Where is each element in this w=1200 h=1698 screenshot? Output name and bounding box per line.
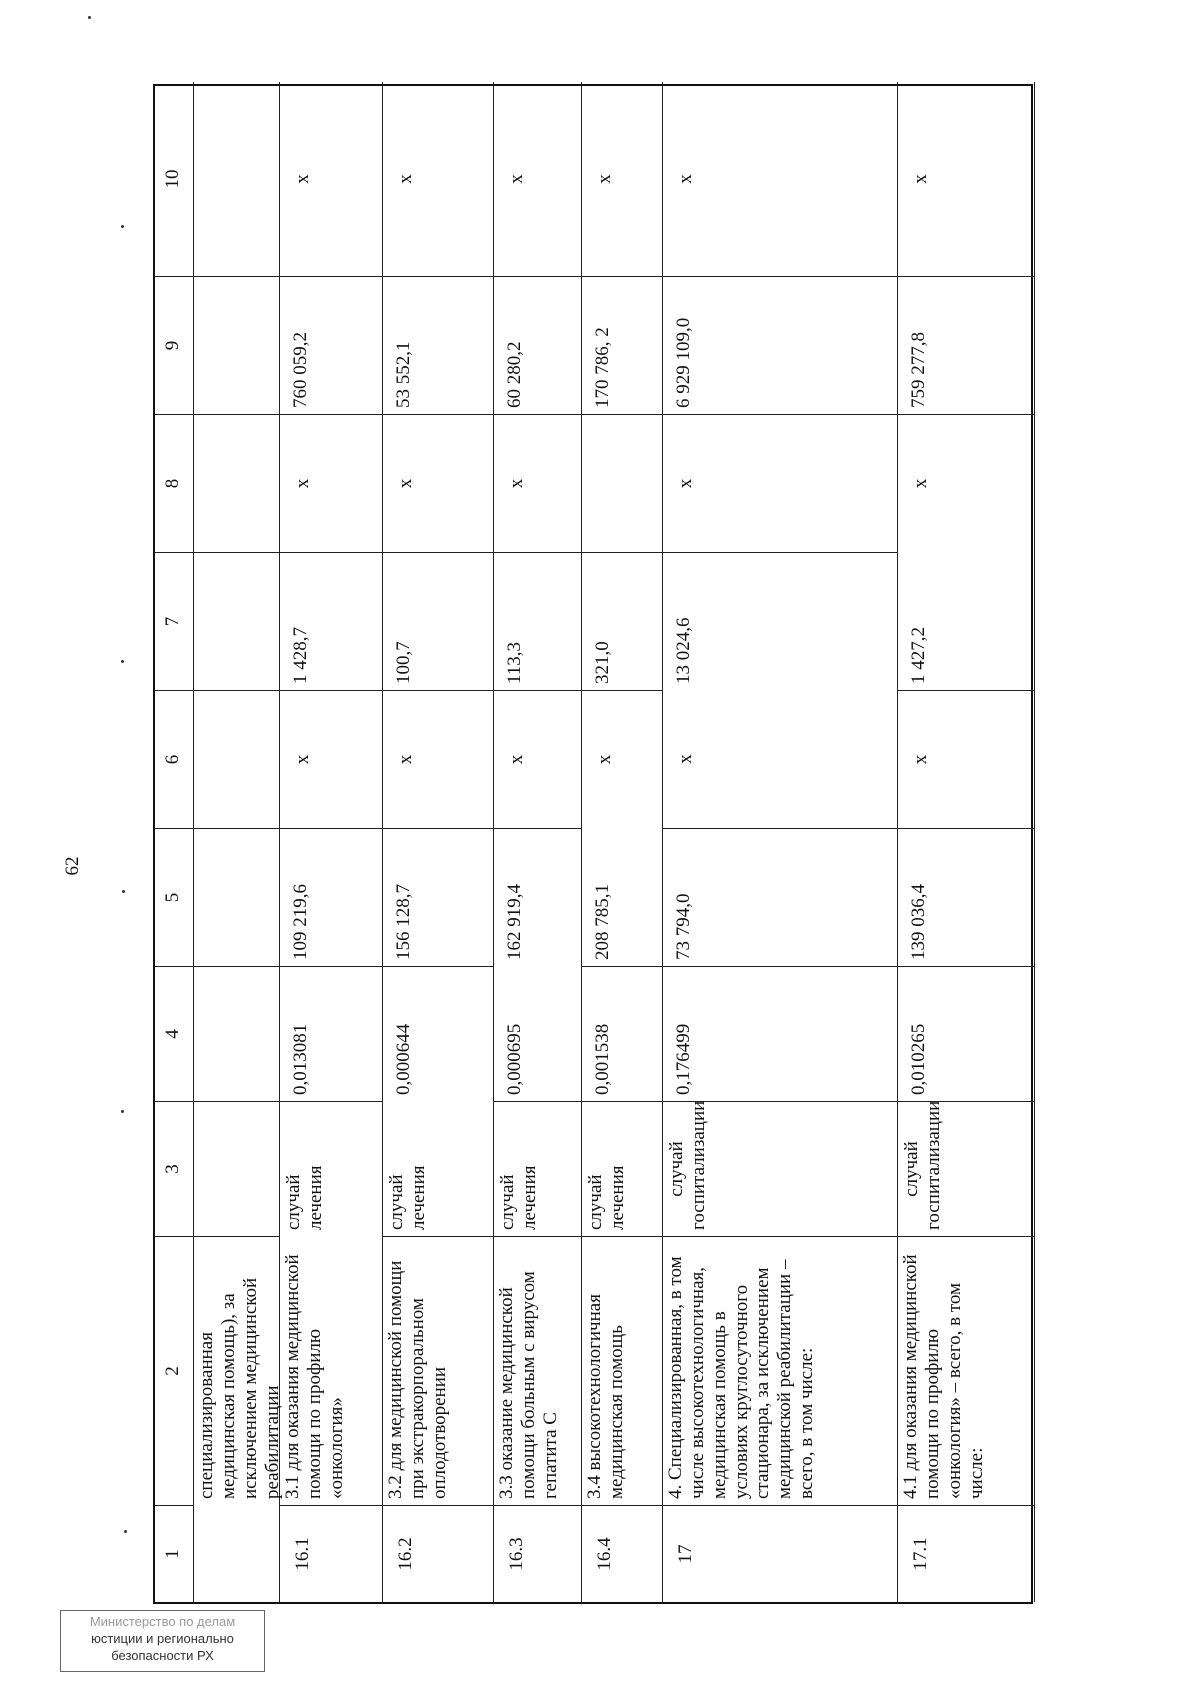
header-cell-5: 5 xyxy=(155,828,194,966)
value-cell-4: 0,013081 xyxy=(280,966,383,1101)
empty-cell xyxy=(194,966,280,1101)
value-cell-5: 73 794,0 xyxy=(663,828,898,966)
value-cell-7: 100,7 xyxy=(383,552,494,690)
row-name-cell: специализированная медицинская помощь), за исключением медицинской реабилитации xyxy=(194,1236,280,1505)
empty-cell xyxy=(194,828,280,966)
empty-cell xyxy=(194,82,280,276)
unit-cell: случай лечения xyxy=(582,1101,663,1236)
value-cell-4: 0,001538 xyxy=(582,966,663,1101)
value-cell-6: x xyxy=(898,690,1035,828)
value-cell-9: 170 786, 2 xyxy=(582,276,663,414)
unit-cell: случай лечения xyxy=(494,1101,582,1236)
value-cell-8: x xyxy=(494,414,582,552)
value-cell-5: 162 919,4 xyxy=(494,828,582,966)
scan-speck xyxy=(121,1110,124,1113)
header-cell-6: 6 xyxy=(155,690,194,828)
value-cell-10: x xyxy=(494,82,582,276)
stamp-line-1: Министерство по делам xyxy=(89,1614,236,1629)
header-cell-3: 3 xyxy=(155,1101,194,1236)
empty-cell xyxy=(194,1101,280,1236)
value-cell-7: 113,3 xyxy=(494,552,582,690)
value-cell-6: x xyxy=(663,690,898,828)
empty-cell xyxy=(194,276,280,414)
empty-cell xyxy=(194,552,280,690)
empty-cell xyxy=(194,414,280,552)
value-cell-6: x xyxy=(494,690,582,828)
value-cell-6: x xyxy=(582,690,663,828)
data-table xyxy=(153,84,1033,1604)
scan-speck xyxy=(88,16,91,19)
row-name-cell: 3.1 для оказания медицинской помощи по профилю «онкология» xyxy=(280,1236,383,1505)
value-cell-6: x xyxy=(280,690,383,828)
empty-cell xyxy=(194,690,280,828)
stamp-line-3: безопасности РХ xyxy=(111,1648,214,1663)
header-cell-1: 1 xyxy=(155,1505,194,1602)
row-number-cell: 16.3 xyxy=(494,1505,582,1602)
row-name-cell: 4. Специализированная, в том числе высокотехнологичная, медицинская помощь в условиях круглосуточного стационара, за исключением медицинской реабилитации – всего, в том числе: xyxy=(663,1236,898,1505)
row-number-cell: 16.2 xyxy=(383,1505,494,1602)
scan-speck xyxy=(121,225,124,228)
value-cell-8 xyxy=(582,414,663,552)
row-number-cell xyxy=(194,1505,280,1602)
scan-speck xyxy=(124,1530,127,1533)
header-cell-10: 10 xyxy=(155,82,194,276)
value-cell-7: 321,0 xyxy=(582,552,663,690)
unit-cell: случай госпитализации xyxy=(663,1101,898,1236)
unit-cell: случай госпитализации xyxy=(898,1101,1035,1236)
header-cell-7: 7 xyxy=(155,552,194,690)
header-cell-4: 4 xyxy=(155,966,194,1101)
value-cell-7: 1 428,7 xyxy=(280,552,383,690)
value-cell-9: 760 059,2 xyxy=(280,276,383,414)
value-cell-4: 0,000644 xyxy=(383,966,494,1101)
scan-speck xyxy=(122,890,125,893)
value-cell-9: 6 929 109,0 xyxy=(663,276,898,414)
value-cell-9: 60 280,2 xyxy=(494,276,582,414)
value-cell-10: x xyxy=(898,82,1035,276)
value-cell-8: x xyxy=(663,414,898,552)
value-cell-8: x xyxy=(280,414,383,552)
value-cell-10: x xyxy=(582,82,663,276)
stamp-line-2: юстиции и регионально xyxy=(91,1631,234,1646)
row-name-cell: 4.1 для оказания медицинской помощи по профилю «онкология» – всего, в том числе: xyxy=(898,1236,1035,1505)
row-number-cell: 17 xyxy=(663,1505,898,1602)
value-cell-5: 208 785,1 xyxy=(582,828,663,966)
value-cell-4: 0,000695 xyxy=(494,966,582,1101)
unit-cell: случай лечения xyxy=(280,1101,383,1236)
value-cell-5: 156 128,7 xyxy=(383,828,494,966)
value-cell-5: 139 036,4 xyxy=(898,828,1035,966)
scan-speck xyxy=(121,660,124,663)
value-cell-10: x xyxy=(663,82,898,276)
row-number-cell: 16.4 xyxy=(582,1505,663,1602)
value-cell-9: 759 277,8 xyxy=(898,276,1035,414)
row-number-cell: 17.1 xyxy=(898,1505,1035,1602)
row-name-cell: 3.2 для медицинской помощи при экстракорпоральном оплодотворении xyxy=(383,1236,494,1505)
value-cell-5: 109 219,6 xyxy=(280,828,383,966)
page-number: 62 xyxy=(62,856,83,876)
value-cell-7: 13 024,6 xyxy=(663,552,898,690)
value-cell-8: x xyxy=(383,414,494,552)
header-cell-2: 2 xyxy=(155,1236,194,1505)
unit-cell: случай лечения xyxy=(383,1101,494,1236)
row-name-cell: 3.3 оказание медицинской помощи больным с вирусом гепатита С xyxy=(494,1236,582,1505)
header-cell-9: 9 xyxy=(155,276,194,414)
row-number-cell: 16.1 xyxy=(280,1505,383,1602)
value-cell-7: 1 427,2 xyxy=(898,552,1035,690)
row-name-cell: 3.4 высокотехнологичная медицинская помощь xyxy=(582,1236,663,1505)
value-cell-6: x xyxy=(383,690,494,828)
value-cell-4: 0,176499 xyxy=(663,966,898,1101)
value-cell-8: x xyxy=(898,414,1035,552)
value-cell-9: 53 552,1 xyxy=(383,276,494,414)
value-cell-10: x xyxy=(280,82,383,276)
value-cell-10: x xyxy=(383,82,494,276)
header-cell-8: 8 xyxy=(155,414,194,552)
registration-stamp xyxy=(60,1610,265,1672)
value-cell-4: 0,010265 xyxy=(898,966,1035,1101)
